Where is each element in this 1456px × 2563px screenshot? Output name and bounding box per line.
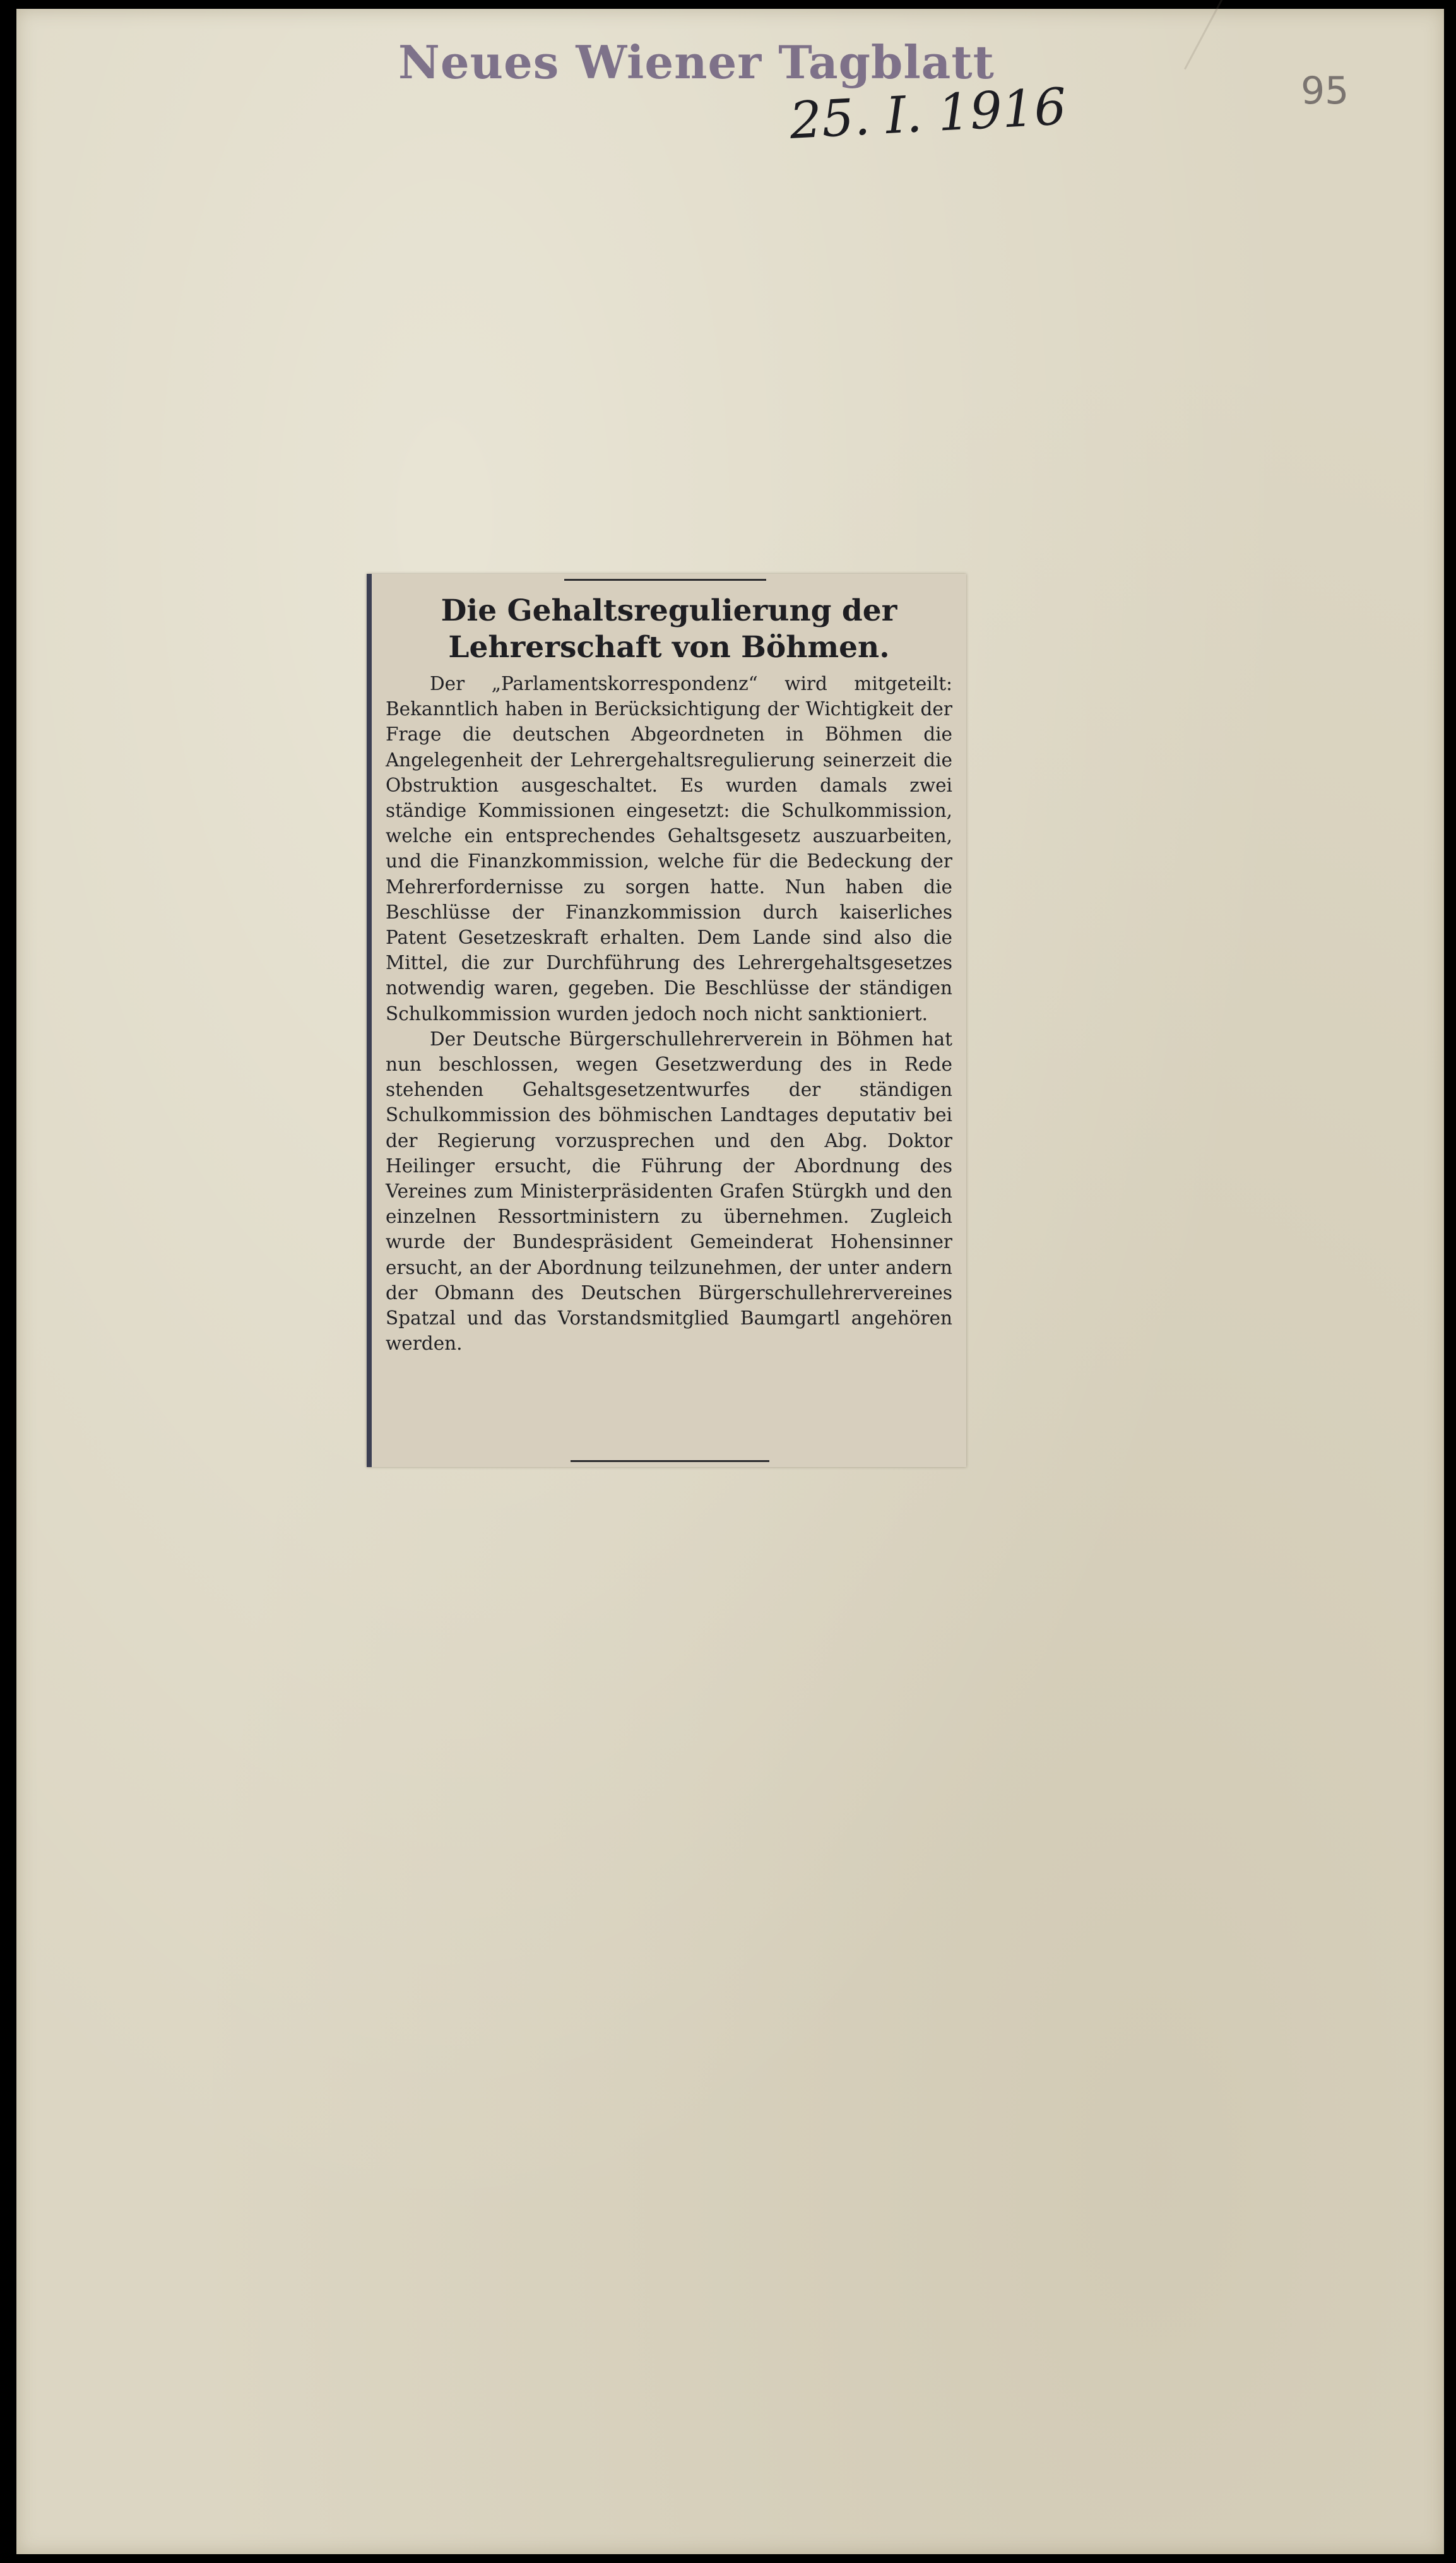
folio-number: 95 [1301,69,1349,113]
article-headline: Die Gehaltsregulierung der Lehrerschaft von Böhmen. [441,593,897,665]
article-paragraph: Der „Parlamentskorrespondenz“ wird mitgeteilt: Bekanntlich haben in Berücksichtigung der Wichtigkeit der Frage die deutschen Abgeordneten in Böhmen die Angelegenheit der Lehrergehaltsregulierung seinerzeit die Obstruktion ausgeschaltet. Es wurden damals zwei ständige Kommissionen eingesetzt: die Schulkommission, welche ein entsprechendes Gehaltsgesetz auszuarbeiten, und die Finanzkommission, welche für die Bedeckung der Mehrerfordernisse zu sorgen hatte. Nun haben die Beschlüsse der Finanzkommission durch kaiserliches Patent Gesetzeskraft erhalten. Dem Lande sind also die Mittel, die zur Durchführung des Lehrergehaltsgesetzes notwendig waren, gegeben. Die Beschlüsse der ständigen Schulkommission wurden jedoch noch nicht sanktioniert. [386,673,952,1025]
top-rule [564,579,766,581]
article-paragraph: Der Deutsche Bürgerschullehrerverein in Böhmen hat nun beschlossen, wegen Gesetzwerdung des in Rede stehenden Gehaltsgesetzentwurfes der ständigen Schulkommission des böhmischen Landtages deputativ bei der Regierung vorzusprechen und den Abg. Doktor Heilinger ersucht, die Führung der Abordnung des Vereines zum Ministerpräsidenten Grafen Stürgkh und den einzelnen Ressortministern zu übernehmen. Zugleich wurde der Bundespräsident Gemeinderat Hohensinner ersucht, an der Abordnung teilzunehmen, der unter andern der Obmann des Deutschen Bürgerschullehrervereines Spatzal und das Vorstandsmitglied Baumgartl angehören werden. [386,1028,952,1355]
pencil-mark [1184,0,1263,69]
bottom-rule [571,1460,769,1462]
newspaper-stamp: Neues Wiener Tagblatt [398,35,995,89]
newspaper-clipping [367,574,966,1467]
handwritten-date: 25. I. 1916 [788,77,1068,150]
archive-sheet [16,9,1444,2554]
